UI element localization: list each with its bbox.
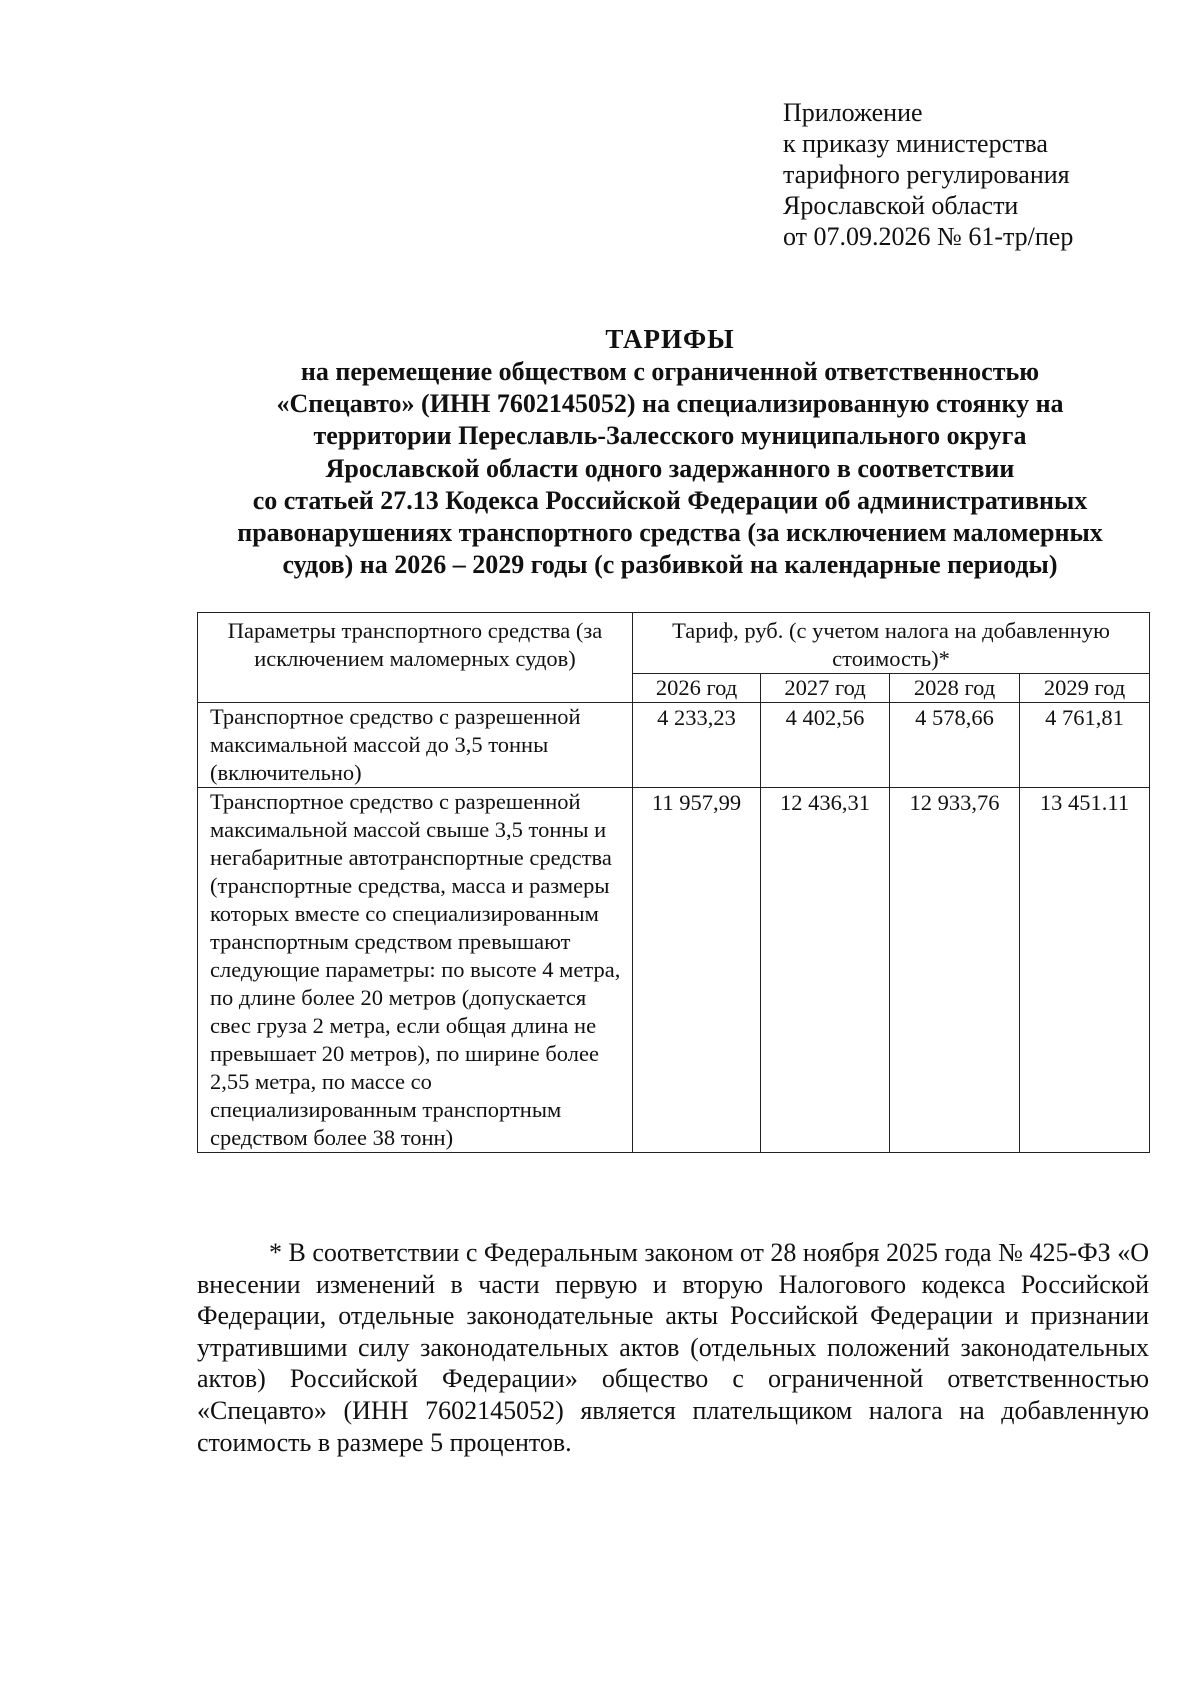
header-vehicle-parameters: Параметры транспортного средства (за исключением маломерных судов) <box>198 613 633 703</box>
vehicle-parameter-cell: Транспортное средство с разрешенной максимальной массой до 3,5 тонны (включительно) <box>198 703 633 788</box>
appendix-line: Ярославской области <box>783 191 1019 220</box>
header-year: 2029 год <box>1020 674 1150 703</box>
footnote-text: * В соответствии с Федеральным законом от 28 ноября 2025 года № 425-ФЗ «О внесении изменений в части первую и вторую Налогового кодекса Российской Федерации, отдельные законодательные акты Российской Федерации и признании утратившими силу законодательных актов (отдельных положений законодательных актов) Российской Федерации» общество с ограниченной ответственностью «Спецавто» (ИНН 7602145052) является плательщиком налога на добавленную стоимость в размере 5 процентов. <box>197 1238 1149 1457</box>
appendix-line: Приложение <box>783 98 923 127</box>
tariff-table <box>197 612 1150 1153</box>
appendix-line: к приказу министерства <box>783 129 1048 158</box>
header-year: 2027 год <box>761 674 890 703</box>
appendix-line: тарифного регулирования <box>783 160 1070 189</box>
tariff-value-cell: 4 761,81 <box>1020 703 1150 788</box>
appendix-reference <box>783 97 1073 252</box>
subtitle-line: судов) на 2026 – 2029 годы (с разбивкой на календарные периоды) <box>282 550 1058 580</box>
tariff-value-cell: 11 957,99 <box>633 788 761 1153</box>
subtitle-line: Ярославской области одного задержанного в соответствии <box>325 453 1015 483</box>
tariff-value-cell: 12 933,76 <box>890 788 1020 1153</box>
document-subtitle <box>150 356 1190 581</box>
header-tariff: Тариф, руб. (с учетом налога на добавленную стоимость)* <box>633 613 1150 674</box>
subtitle-line: территории Переславль-Залесского муниципального округа <box>313 421 1027 451</box>
table-header-row <box>198 613 1150 674</box>
subtitle-line: со статьей 27.13 Кодекса Российской Федерации об административных <box>252 485 1088 515</box>
tariff-value-cell: 4 578,66 <box>890 703 1020 788</box>
subtitle-line: на перемещение обществом с ограниченной ответственностью <box>300 357 1040 386</box>
vehicle-parameter-cell: Транспортное средство с разрешенной максимальной массой свыше 3,5 тонны и негабаритные автотранспортные средства (транспортные средства, масса и размеры которых вместе со специализированным транспортным средством превышают следующие параметры: по высоте 4 метра, по длине более 20 метров (допускается свес груза 2 метра, если общая длина не превышает 20 метров), по ширине более 2,55 метра, по массе со специализированным транспортным средством более 38 тонн) <box>198 788 633 1153</box>
tariff-value-cell: 4 402,56 <box>761 703 890 788</box>
vat-footnote <box>197 1237 1149 1458</box>
table-row <box>198 788 1150 1153</box>
header-year: 2028 год <box>890 674 1020 703</box>
tariff-value-cell: 4 233,23 <box>633 703 761 788</box>
title-block <box>150 322 1190 581</box>
appendix-line: от 07.09.2026 № 61-тр/пер <box>783 222 1074 251</box>
tariff-value-cell: 12 436,31 <box>761 788 890 1153</box>
document-title: ТАРИФЫ <box>605 324 735 354</box>
table-row <box>198 703 1150 788</box>
subtitle-line: правонарушениях транспортного средства (за исключением маломерных <box>237 518 1103 548</box>
tariff-value-cell: 13 451.11 <box>1020 788 1150 1153</box>
header-year: 2026 год <box>633 674 761 703</box>
subtitle-line: «Спецавто» (ИНН 7602145052) на специализированную стоянку на <box>276 389 1064 419</box>
